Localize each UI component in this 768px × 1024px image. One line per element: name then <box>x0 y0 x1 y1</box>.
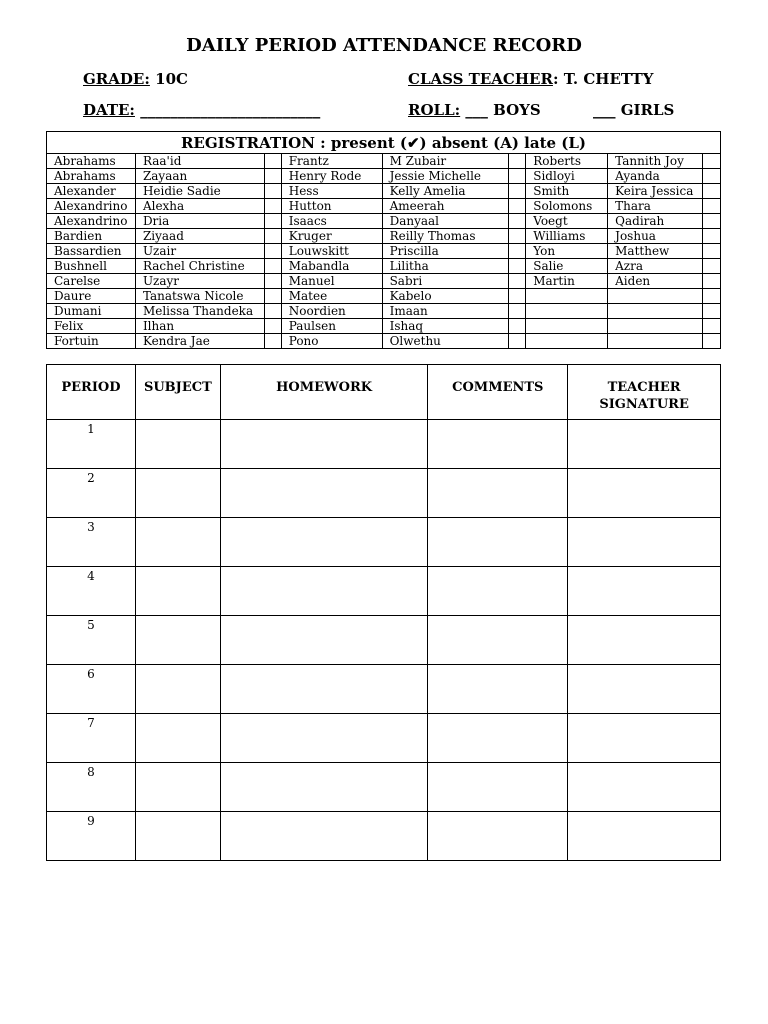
student-first-name <box>608 319 703 334</box>
attendance-mark-cell[interactable] <box>509 289 526 304</box>
attendance-mark-cell[interactable] <box>264 289 281 304</box>
student-first-name: Zayaan <box>135 169 264 184</box>
student-surname: Paulsen <box>281 319 382 334</box>
student-first-name <box>608 334 703 349</box>
student-first-name: Qadirah <box>608 214 703 229</box>
student-row <box>47 244 721 259</box>
comments-cell[interactable] <box>428 420 568 469</box>
student-first-name <box>608 304 703 319</box>
teacher-signature-cell[interactable] <box>568 469 721 518</box>
teacher-signature-cell[interactable] <box>568 518 721 567</box>
student-first-name <box>608 289 703 304</box>
subject-header: SUBJECT <box>135 365 220 420</box>
comments-cell[interactable] <box>428 567 568 616</box>
student-surname: Bassardien <box>47 244 136 259</box>
period-number: 9 <box>47 812 136 861</box>
attendance-mark-cell[interactable] <box>703 319 721 334</box>
roll-row <box>408 101 541 119</box>
date-row <box>83 101 320 119</box>
student-surname: Mabandla <box>281 259 382 274</box>
homework-cell[interactable] <box>220 518 428 567</box>
student-surname: Alexandrino <box>47 214 136 229</box>
comments-header: COMMENTS <box>428 365 568 420</box>
student-surname: Hess <box>281 184 382 199</box>
teacher-signature-cell[interactable] <box>568 665 721 714</box>
period-table <box>46 364 721 861</box>
student-first-name: Priscilla <box>382 244 509 259</box>
attendance-mark-cell[interactable] <box>703 244 721 259</box>
student-first-name: Ayanda <box>608 169 703 184</box>
homework-cell[interactable] <box>220 616 428 665</box>
subject-cell[interactable] <box>135 518 220 567</box>
attendance-mark-cell[interactable] <box>509 334 526 349</box>
period-number: 4 <box>47 567 136 616</box>
subject-cell[interactable] <box>135 714 220 763</box>
period-row <box>47 567 721 616</box>
period-number: 1 <box>47 420 136 469</box>
subject-cell[interactable] <box>135 420 220 469</box>
period-header: PERIOD <box>47 365 136 420</box>
subject-cell[interactable] <box>135 469 220 518</box>
student-first-name: Azra <box>608 259 703 274</box>
subject-cell[interactable] <box>135 616 220 665</box>
period-row <box>47 616 721 665</box>
student-row <box>47 259 721 274</box>
comments-cell[interactable] <box>428 469 568 518</box>
period-number: 3 <box>47 518 136 567</box>
homework-cell[interactable] <box>220 714 428 763</box>
student-first-name: M Zubair <box>382 154 509 169</box>
teacher-signature-header: TEACHER SIGNATURE <box>568 365 721 420</box>
attendance-mark-cell[interactable] <box>509 274 526 289</box>
subject-cell[interactable] <box>135 763 220 812</box>
attendance-mark-cell[interactable] <box>703 289 721 304</box>
comments-cell[interactable] <box>428 763 568 812</box>
student-surname: Yon <box>526 244 608 259</box>
student-surname: Hutton <box>281 199 382 214</box>
student-first-name: Tanatswa Nicole <box>135 289 264 304</box>
student-first-name: Kabelo <box>382 289 509 304</box>
roll-boys[interactable]: ___ BOYS <box>465 101 541 119</box>
teacher-signature-cell[interactable] <box>568 714 721 763</box>
student-first-name: Sabri <box>382 274 509 289</box>
student-row <box>47 319 721 334</box>
attendance-mark-cell[interactable] <box>703 214 721 229</box>
homework-cell[interactable] <box>220 763 428 812</box>
attendance-mark-cell[interactable] <box>703 184 721 199</box>
student-surname: Dumani <box>47 304 136 319</box>
roll-girls[interactable]: ___ GIRLS <box>593 101 675 119</box>
student-surname: Kruger <box>281 229 382 244</box>
student-surname <box>526 304 608 319</box>
student-row <box>47 154 721 169</box>
attendance-mark-cell[interactable] <box>703 229 721 244</box>
subject-cell[interactable] <box>135 812 220 861</box>
student-surname <box>526 319 608 334</box>
student-surname: Frantz <box>281 154 382 169</box>
teacher-signature-cell[interactable] <box>568 763 721 812</box>
attendance-mark-cell[interactable] <box>703 259 721 274</box>
student-row <box>47 214 721 229</box>
grade-label: GRADE: <box>83 70 150 88</box>
student-surname: Noordien <box>281 304 382 319</box>
attendance-mark-cell[interactable] <box>264 244 281 259</box>
student-surname: Alexander <box>47 184 136 199</box>
student-surname: Henry Rode <box>281 169 382 184</box>
period-row <box>47 763 721 812</box>
grade-value: 10C <box>155 70 188 88</box>
student-row <box>47 334 721 349</box>
student-surname: Bushnell <box>47 259 136 274</box>
homework-cell[interactable] <box>220 469 428 518</box>
student-first-name: Kendra Jae <box>135 334 264 349</box>
student-first-name: Kelly Amelia <box>382 184 509 199</box>
student-surname: Abrahams <box>47 154 136 169</box>
homework-header: HOMEWORK <box>220 365 428 420</box>
attendance-mark-cell[interactable] <box>509 169 526 184</box>
registration-header: REGISTRATION : present (✔) absent (A) late (L) <box>47 132 721 154</box>
student-surname: Abrahams <box>47 169 136 184</box>
student-first-name: Ameerah <box>382 199 509 214</box>
student-first-name: Reilly Thomas <box>382 229 509 244</box>
student-first-name: Matthew <box>608 244 703 259</box>
attendance-mark-cell[interactable] <box>264 169 281 184</box>
student-first-name: Melissa Thandeka <box>135 304 264 319</box>
student-first-name: Lilitha <box>382 259 509 274</box>
attendance-mark-cell[interactable] <box>509 244 526 259</box>
attendance-mark-cell[interactable] <box>703 334 721 349</box>
subject-cell[interactable] <box>135 567 220 616</box>
student-first-name: Heidie Sadie <box>135 184 264 199</box>
student-row <box>47 199 721 214</box>
student-first-name: Rachel Christine <box>135 259 264 274</box>
student-row <box>47 229 721 244</box>
student-surname: Alexandrino <box>47 199 136 214</box>
attendance-mark-cell[interactable] <box>509 229 526 244</box>
student-surname: Smith <box>526 184 608 199</box>
period-number: 7 <box>47 714 136 763</box>
comments-cell[interactable] <box>428 616 568 665</box>
period-number: 6 <box>47 665 136 714</box>
attendance-mark-cell[interactable] <box>509 199 526 214</box>
student-first-name: Keira Jessica <box>608 184 703 199</box>
date-label: DATE: <box>83 101 135 119</box>
attendance-mark-cell[interactable] <box>264 334 281 349</box>
student-first-name: Alexha <box>135 199 264 214</box>
student-first-name: Tannith Joy <box>608 154 703 169</box>
student-surname: Roberts <box>526 154 608 169</box>
student-first-name: Ishaq <box>382 319 509 334</box>
student-surname: Bardien <box>47 229 136 244</box>
attendance-mark-cell[interactable] <box>703 169 721 184</box>
student-row <box>47 274 721 289</box>
attendance-mark-cell[interactable] <box>509 214 526 229</box>
student-surname: Louwskitt <box>281 244 382 259</box>
student-surname: Voegt <box>526 214 608 229</box>
attendance-mark-cell[interactable] <box>509 184 526 199</box>
attendance-mark-cell[interactable] <box>264 229 281 244</box>
student-first-name: Danyaal <box>382 214 509 229</box>
attendance-mark-cell[interactable] <box>703 304 721 319</box>
student-first-name: Raa'id <box>135 154 264 169</box>
attendance-mark-cell[interactable] <box>509 304 526 319</box>
homework-cell[interactable] <box>220 420 428 469</box>
student-surname: Martin <box>526 274 608 289</box>
student-row <box>47 289 721 304</box>
period-row <box>47 420 721 469</box>
homework-cell[interactable] <box>220 812 428 861</box>
period-number: 8 <box>47 763 136 812</box>
attendance-mark-cell[interactable] <box>509 259 526 274</box>
student-surname: Daure <box>47 289 136 304</box>
student-row <box>47 184 721 199</box>
roll-label: ROLL: <box>408 101 461 119</box>
page-title: DAILY PERIOD ATTENDANCE RECORD <box>186 35 582 56</box>
student-surname: Isaacs <box>281 214 382 229</box>
period-row <box>47 665 721 714</box>
student-surname: Williams <box>526 229 608 244</box>
attendance-mark-cell[interactable] <box>264 214 281 229</box>
comments-cell[interactable] <box>428 812 568 861</box>
student-surname: Felix <box>47 319 136 334</box>
attendance-mark-cell[interactable] <box>509 154 526 169</box>
student-surname <box>526 289 608 304</box>
attendance-mark-cell[interactable] <box>264 154 281 169</box>
student-row <box>47 169 721 184</box>
student-row <box>47 304 721 319</box>
student-first-name: Uzayr <box>135 274 264 289</box>
student-first-name: Olwethu <box>382 334 509 349</box>
class-teacher-row <box>408 70 653 88</box>
registration-table <box>46 131 721 349</box>
student-first-name: Ziyaad <box>135 229 264 244</box>
student-surname: Manuel <box>281 274 382 289</box>
class-teacher-value: : T. CHETTY <box>552 70 654 88</box>
attendance-mark-cell[interactable] <box>264 184 281 199</box>
subject-cell[interactable] <box>135 665 220 714</box>
attendance-mark-cell[interactable] <box>703 199 721 214</box>
date-field[interactable]: ________________________ <box>140 101 321 119</box>
student-first-name: Dria <box>135 214 264 229</box>
attendance-mark-cell[interactable] <box>703 154 721 169</box>
student-first-name: Jessie Michelle <box>382 169 509 184</box>
comments-cell[interactable] <box>428 665 568 714</box>
attendance-mark-cell[interactable] <box>264 199 281 214</box>
student-surname: Pono <box>281 334 382 349</box>
student-first-name: Joshua <box>608 229 703 244</box>
attendance-mark-cell[interactable] <box>264 304 281 319</box>
attendance-mark-cell[interactable] <box>703 274 721 289</box>
student-surname: Solomons <box>526 199 608 214</box>
period-row <box>47 714 721 763</box>
teacher-signature-cell[interactable] <box>568 567 721 616</box>
attendance-mark-cell[interactable] <box>264 319 281 334</box>
teacher-signature-cell[interactable] <box>568 616 721 665</box>
period-row <box>47 469 721 518</box>
period-number: 5 <box>47 616 136 665</box>
period-row <box>47 518 721 567</box>
grade-row <box>83 70 188 88</box>
student-first-name: Ilhan <box>135 319 264 334</box>
student-surname <box>526 334 608 349</box>
student-surname: Salie <box>526 259 608 274</box>
student-surname: Carelse <box>47 274 136 289</box>
student-first-name: Aiden <box>608 274 703 289</box>
student-surname: Fortuin <box>47 334 136 349</box>
student-first-name: Thara <box>608 199 703 214</box>
period-number: 2 <box>47 469 136 518</box>
attendance-mark-cell[interactable] <box>264 274 281 289</box>
homework-cell[interactable] <box>220 567 428 616</box>
period-row <box>47 812 721 861</box>
homework-cell[interactable] <box>220 665 428 714</box>
attendance-mark-cell[interactable] <box>264 259 281 274</box>
student-surname: Matee <box>281 289 382 304</box>
comments-cell[interactable] <box>428 714 568 763</box>
attendance-mark-cell[interactable] <box>509 319 526 334</box>
student-first-name: Uzair <box>135 244 264 259</box>
student-surname: Sidloyi <box>526 169 608 184</box>
comments-cell[interactable] <box>428 518 568 567</box>
teacher-signature-cell[interactable] <box>568 420 721 469</box>
student-first-name: Imaan <box>382 304 509 319</box>
teacher-signature-cell[interactable] <box>568 812 721 861</box>
class-teacher-label: CLASS TEACHER <box>408 70 553 88</box>
